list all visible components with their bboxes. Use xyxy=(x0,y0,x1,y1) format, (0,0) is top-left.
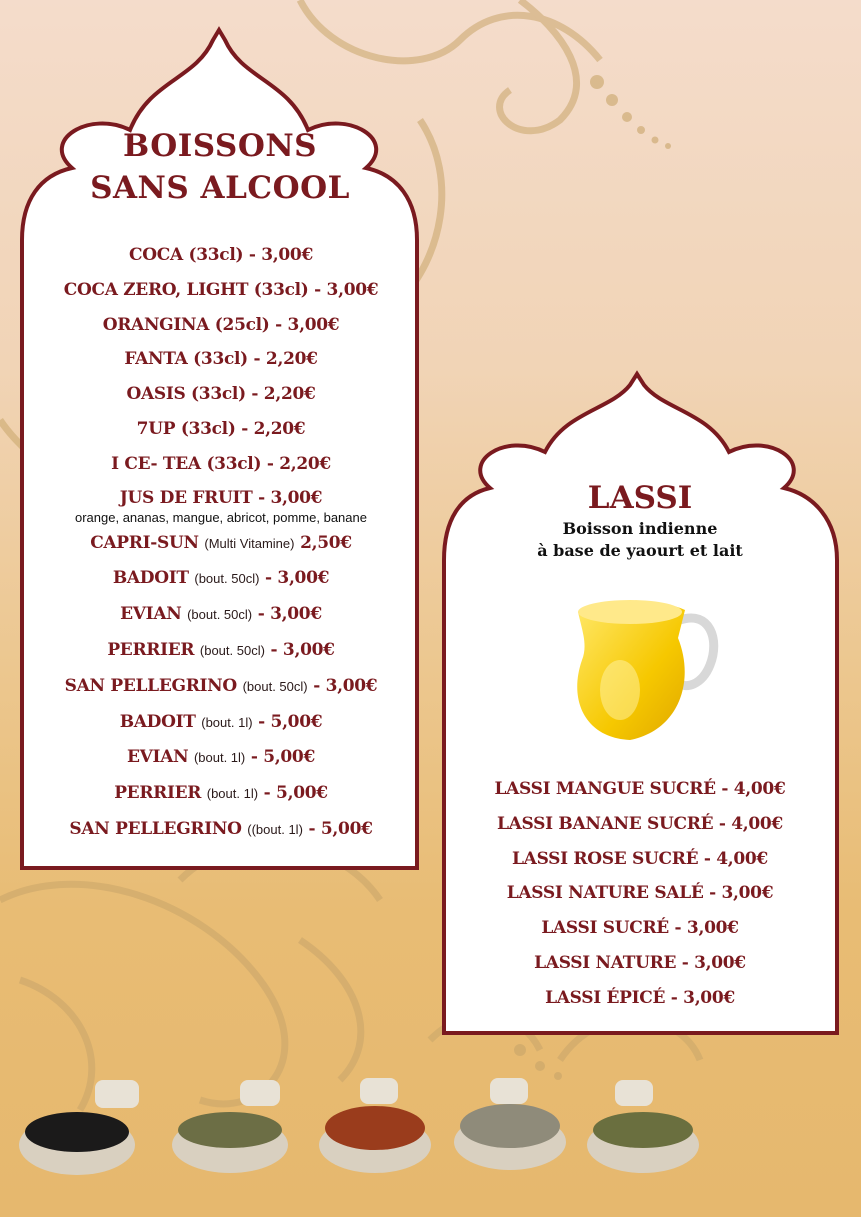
lassi-item: LASSI NATURE SALÉ - 3,00€ xyxy=(506,883,774,904)
item-price: - 5,00€ xyxy=(258,783,328,804)
menu-item xyxy=(28,633,414,669)
menu-item: 7UP (33cl) - 2,20€ xyxy=(136,418,306,439)
subtitle-line-1: Boisson indienne xyxy=(562,519,718,538)
lassi-item: LASSI BANANE SUCRÉ - 4,00€ xyxy=(497,813,783,834)
item-note: (Multi Vitamine) xyxy=(204,535,295,551)
peppercorn-spoon xyxy=(19,1080,139,1175)
item-note: (bout. 1l) xyxy=(193,750,246,766)
menu-item xyxy=(28,597,414,633)
menu-item: COCA (33cl) - 3,00€ xyxy=(129,245,313,265)
lassi-title: LASSI xyxy=(587,480,693,516)
item-note: (bout. 1l) xyxy=(201,714,253,730)
menu-item xyxy=(28,705,414,741)
lassi-item: LASSI ROSE SUCRÉ - 4,00€ xyxy=(512,848,768,869)
menu-item: COCA ZERO, LIGHT (33cl) - 3,00€ xyxy=(63,279,379,300)
menu-item xyxy=(28,669,414,705)
menu-item xyxy=(28,776,414,812)
item-name: CAPRI-SUN xyxy=(90,532,205,553)
menu-item: OASIS (33cl) - 2,20€ xyxy=(126,384,316,405)
menu-item: ORANGINA (25cl) - 3,00€ xyxy=(102,314,340,335)
item-name: BADOIT xyxy=(119,711,202,732)
item-price: - 5,00€ xyxy=(302,818,373,839)
soft-drinks-title xyxy=(40,125,400,209)
item-note: ((bout. 1l) xyxy=(247,821,303,837)
menu-item xyxy=(28,740,414,776)
lassi-item: LASSI ÉPICÉ - 3,00€ xyxy=(545,987,735,1008)
juice-flavours: orange, ananas, mangue, abricot, pomme, banane xyxy=(75,509,367,525)
item-name: PERRIER xyxy=(114,783,207,804)
lassi-list xyxy=(448,772,832,1016)
item-note: (bout. 1l) xyxy=(206,786,259,802)
menu-item xyxy=(28,561,414,597)
item-price: - 3,00€ xyxy=(307,675,378,696)
item-name: SAN PELLEGRINO xyxy=(64,675,243,696)
item-name: SAN PELLEGRINO xyxy=(69,818,248,839)
item-name: EVIAN xyxy=(127,747,194,768)
grey-powder-spoon xyxy=(454,1078,566,1170)
item-note: (bout. 50cl) xyxy=(187,607,253,623)
item-price: - 3,00€ xyxy=(264,639,335,660)
herb-spoon xyxy=(172,1080,288,1173)
lassi-item: LASSI MANGUE SUCRÉ - 4,00€ xyxy=(494,779,786,799)
menu-item-juice xyxy=(28,482,414,526)
item-note: (bout. 50cl) xyxy=(194,571,260,587)
item-price: - 3,00€ xyxy=(252,604,322,625)
lassi-subtitle xyxy=(448,518,832,562)
item-name: EVIAN xyxy=(120,604,188,625)
title-line-1: BOISSONS xyxy=(122,128,318,164)
item-name: PERRIER xyxy=(107,639,200,660)
subtitle-line-2: à base de yaourt et lait xyxy=(537,541,743,560)
dried-herb-spoon xyxy=(587,1080,699,1173)
item-price: 2,50€ xyxy=(294,532,352,553)
menu-item: I CE- TEA (33cl) - 2,20€ xyxy=(111,453,331,474)
item-note: (bout. 50cl) xyxy=(242,678,308,694)
juice-name: JUS DE FRUIT - 3,00€ xyxy=(119,487,323,508)
item-note: (bout. 50cl) xyxy=(199,642,265,658)
menu-item: FANTA (33cl) - 2,20€ xyxy=(124,349,318,370)
spice-spoons-image xyxy=(0,1060,861,1217)
menu-item xyxy=(28,812,414,848)
item-price: - 5,00€ xyxy=(245,747,315,768)
title-line-2: SANS ALCOOL xyxy=(90,170,350,206)
item-name: BADOIT xyxy=(112,568,195,589)
lassi-item: LASSI NATURE - 3,00€ xyxy=(534,952,746,973)
soft-drinks-list xyxy=(28,238,414,848)
chili-powder-spoon xyxy=(319,1078,431,1173)
item-price: - 3,00€ xyxy=(259,568,330,589)
menu-item xyxy=(28,526,414,562)
lassi-item: LASSI SUCRÉ - 3,00€ xyxy=(541,918,739,939)
item-price: - 5,00€ xyxy=(252,711,323,732)
lassi-jug-image xyxy=(560,590,730,750)
